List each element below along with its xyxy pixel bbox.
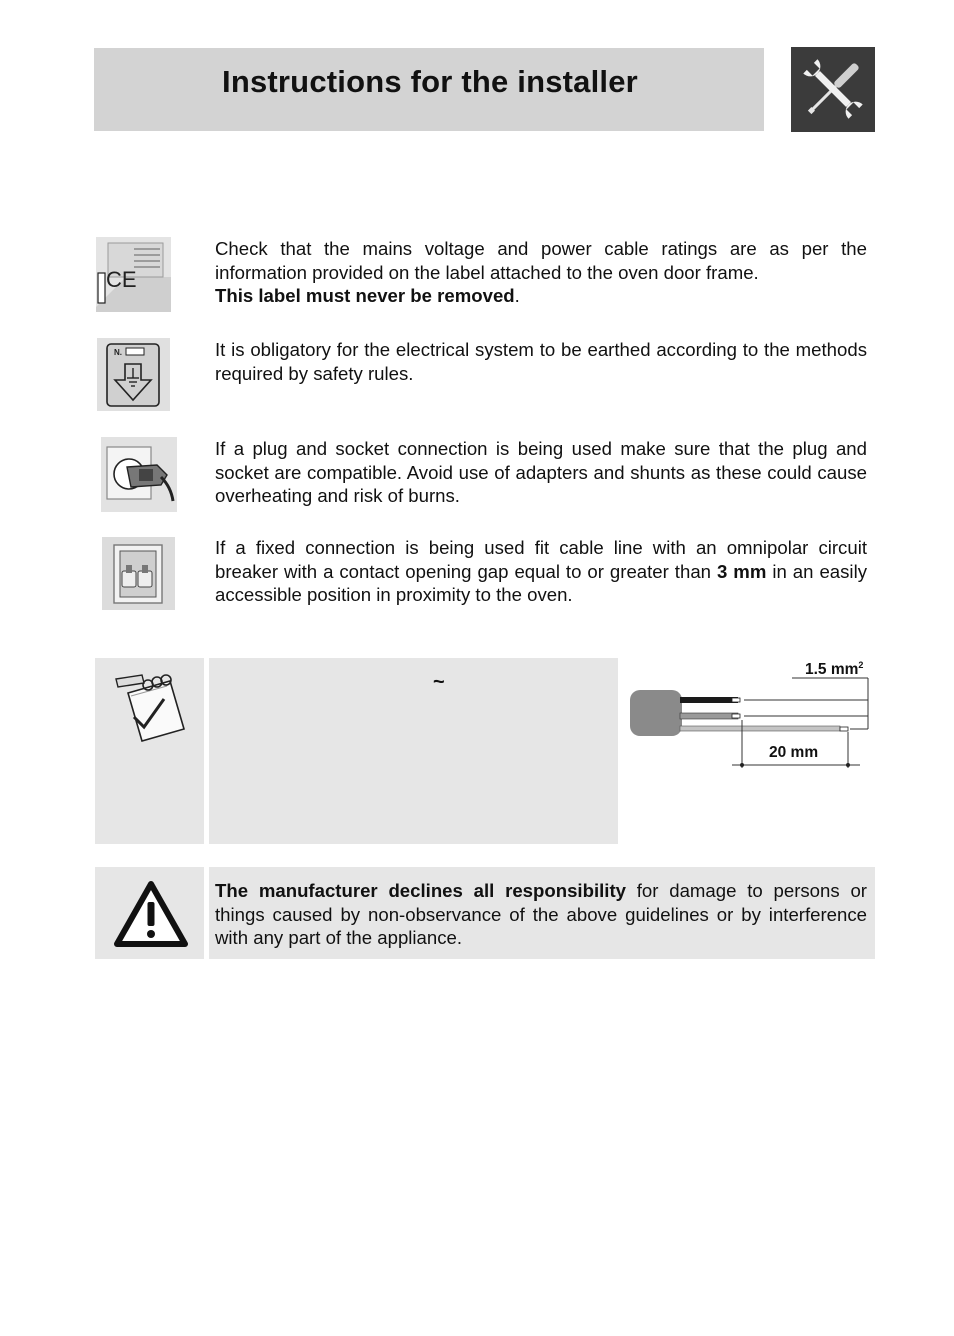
item-earthing — [215, 338, 867, 385]
item-voltage-tail: . — [514, 285, 520, 306]
warning-text — [215, 879, 867, 950]
tilde-symbol: ~ — [433, 671, 445, 693]
strip-length-label: 20 mm — [769, 744, 819, 761]
svg-text:N.: N. — [114, 348, 122, 357]
item-plug-socket — [215, 437, 867, 508]
svg-text:CE: CE — [106, 267, 137, 292]
item-voltage-text: Check that the mains voltage and power cable ratings are as per the information provided on the label attached to the oven door frame. — [215, 238, 867, 283]
item-fixed-connection — [215, 536, 867, 607]
earth-ground-icon — [97, 338, 170, 411]
warning-triangle-icon — [113, 878, 189, 950]
cable-section-sup: 2 — [858, 660, 864, 670]
page-title: Instructions for the installer — [222, 64, 638, 99]
circuit-breaker-icon — [102, 537, 175, 610]
item-earthing-text: It is obligatory for the electrical system to be earthed according to the methods required by safety rules. — [215, 339, 867, 384]
warning-rest: for damage to persons or things caused by non-observance of the above guidelines or by interference with any part of the appliance. — [215, 880, 867, 948]
cable-section-value: 1.5 mm — [805, 661, 859, 679]
item-voltage-check — [215, 237, 867, 308]
cable-section-label — [805, 660, 863, 679]
tools-icon — [791, 47, 875, 132]
notepad-check-icon — [112, 671, 188, 743]
item-voltage-bold: This label must never be removed — [215, 285, 515, 306]
plug-socket-icon — [101, 437, 177, 512]
item-fixed-text-b: in an easily accessible position in proximity to the oven. — [215, 560, 867, 605]
item-plug-text: If a plug and socket connection is being used make sure that the plug and socket are compatible. Avoid use of adapters and shunts as these could cause overheating and risk of burns. — [215, 438, 867, 506]
note-content-panel — [209, 658, 618, 844]
ce-label-icon — [96, 237, 171, 312]
item-fixed-text-a: If a fixed connection is being used fit cable line with an omnipolar circuit breaker with a contact opening gap equal to or greater than — [215, 537, 867, 582]
item-fixed-bold: 3 mm — [716, 560, 767, 582]
warning-bold: The manufacturer declines all responsibility — [215, 880, 626, 901]
